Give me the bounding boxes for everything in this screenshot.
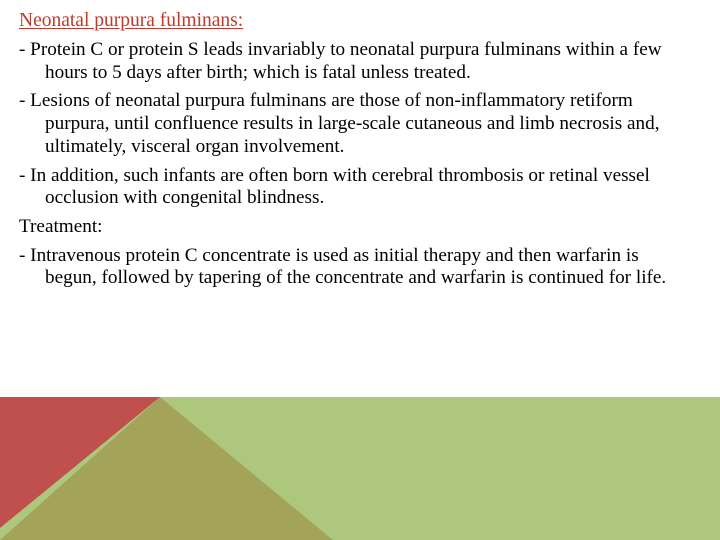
treatment-heading: Treatment: bbox=[19, 215, 103, 237]
paragraph-protein-deficiency: - Protein C or protein S leads invariably to neonatal purpura fulminans within a few hours to 5 days after birth; which is fatal unless treated. bbox=[19, 39, 662, 83]
paragraph-cerebral-thrombosis: - In addition, such infants are often born with cerebral thrombosis or retinal vessel occlusion with congenital blindness. bbox=[19, 164, 650, 209]
paragraph-lesions: - Lesions of neonatal purpura fulminans are those of non-inflammatory retiform purpura, until confluence results in large-scale cutaneous and limb necrosis and, ultimately, visceral organ involvement. bbox=[19, 90, 660, 157]
paragraph-treatment: - Intravenous protein C concentrate is used as initial therapy and then warfarin is begun, followed by tapering of the concentrate and warfarin is continued for life. bbox=[19, 244, 667, 289]
slide-content bbox=[19, 7, 689, 296]
slide-title: Neonatal purpura fulminans: bbox=[19, 10, 244, 31]
